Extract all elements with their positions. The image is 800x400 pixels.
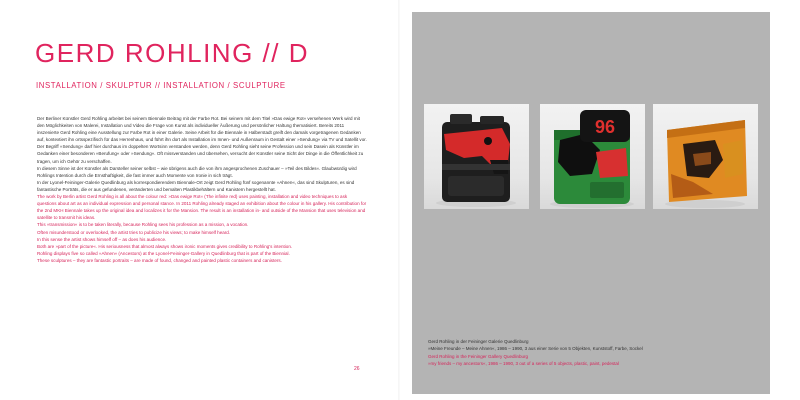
paragraph-en-7: These sculptures – they are fantastic portraits – are made of found, changed and painted plastic containers and canisters. bbox=[37, 257, 282, 263]
sculpture-orange-canister-image bbox=[653, 104, 758, 209]
page-number: 26 bbox=[354, 366, 360, 372]
article-body bbox=[37, 115, 367, 264]
page-subtitle: INSTALLATION / SKULPTUR // INSTALLATION / SCULPTURE bbox=[36, 81, 286, 90]
sculpture-green-canister-image bbox=[540, 104, 645, 209]
sculpture-photo-green-canister bbox=[540, 104, 645, 209]
caption-en-line-1: Gerd Rohling in the Feininger Gallery Quedlinburg bbox=[428, 353, 529, 359]
caption-de-line-2: »Meine Freunde – Meine Ahnen«, 1986 – 1990, 3 aus einer Serie von 5 Objekten, Kunststoff, Farbe, Sockel bbox=[428, 346, 643, 352]
paragraph-de-3: In der Lyonel-Feininger-Galerie Quedlinburg als korrespondierendem Biennale-Ort zeigt Gerd Rohling fünf sogenannte »Ahnen«, das sind Skulpturen, es sind fantastische Porträts, die er aus gefundenen, veränderten und bemalten Plastikbehältern und Kanistern hergestellt hat. bbox=[37, 179, 355, 192]
canister-number-label: 96 bbox=[594, 117, 616, 137]
paragraph-en-2: This »transmission« is to be taken literally, because Rohling sees his profession as a mission, a vocation. bbox=[37, 222, 249, 228]
paragraph-en-3: Often misunderstood or overlooked, the artist tries to publicize his views; to make himself heard. bbox=[37, 229, 231, 235]
sculpture-photo-orange-canister bbox=[653, 104, 758, 209]
paragraph-de-1: Der Berliner Künstler Gerd Rohling arbeitet bei seinem Biennale Beitrag mit der Farbe Rot. Bei seinem mit dem Titel »Das ewige Rot« versehenen Werk wird mit den Möglichkeiten von Malerei, Installation und Video die Frage von Kunst als individueller Äußerung und persönlicher Haltung thematisiert. Bereits 2011 inszenierte Gerd Rohling eine Ausstellung zur Farbe Rot in einer Galerie. Seine Arbeit für die Biennale in Halberstadt greift den damals vorgetragenen Gedanken auf, kontextiert ihn ortsspezifisch für das Herrenhaus, und führt ihn dort als Installation im Innen- und Außenraum in Gestalt einer »Sendung« via TV und Satellit vor. Der Begriff »Sendung« darf hier durchaus im doppelten Wortsinn verstanden werden, denn Gerd Rohling sieht seine Profession und sein Dasein als Künstler im Gedanken einer besonderen »Berufung« oder »Sendung«. Oft missverstanden und übersehen, versucht der Künstler seine Sicht der Dinge in die Öffentlichkeit zu tragen, um ich Gehör zu verschaffen. bbox=[37, 116, 367, 164]
image-caption bbox=[428, 338, 768, 367]
paragraph-de-2: In diesem Sinne ist der Künstler als Darsteller seiner selbst – wie übrigens auch die von ihm angesprochenen Zuschauer – »Teil des Bildes«. Glaubwürdig wird Rohlings Intention durch die Ernsthaftigkeit, die fast immer auch Momente von Ironie in sich trägt. bbox=[37, 165, 357, 178]
page-title: GERD ROHLING // D bbox=[35, 38, 309, 68]
paragraph-en-5: Both are »part of the picture«. His seriousness that almost always shows ironic moments gives credibility to Rohling's intention. bbox=[37, 243, 293, 249]
sculpture-black-canister-image bbox=[424, 104, 529, 209]
paragraph-en-1: The work by Berlin artist Gerd Rohling is all about the colour red: »Das ewige Rot« (The infinite red) uses painting, installation and video techniques to ask questions about art as an individual expression and personal stance. In 2011 Rohling already staged an exhibition about the colour in his gallery. His contribution for the 2nd MKH Biennale takes up the original idea and localizes it for the Mansion. The result is an installation in- and outside of the Mansion that uses television and satellite to transmit his ideas. bbox=[37, 194, 367, 221]
caption-de-line-1: Gerd Rohling in der Feininger Galerie Quedlinburg bbox=[428, 339, 529, 344]
sculpture-photo-black-canister bbox=[424, 104, 529, 209]
paragraph-en-4: In this sense the artist shows himself off – as does his audience. bbox=[37, 236, 167, 242]
paragraph-en-6: Rohling displays five so called »Ahnen« (Ancestors) at the Lyonel-Feininger-Gallery in Quedlinburg that is part of the Biennial. bbox=[37, 250, 290, 256]
caption-en-line-2: »my friends – my ancestors«, 1986 – 1990, 3 out of a series of 5 objects, plastic, paint, pedestal bbox=[428, 360, 619, 366]
